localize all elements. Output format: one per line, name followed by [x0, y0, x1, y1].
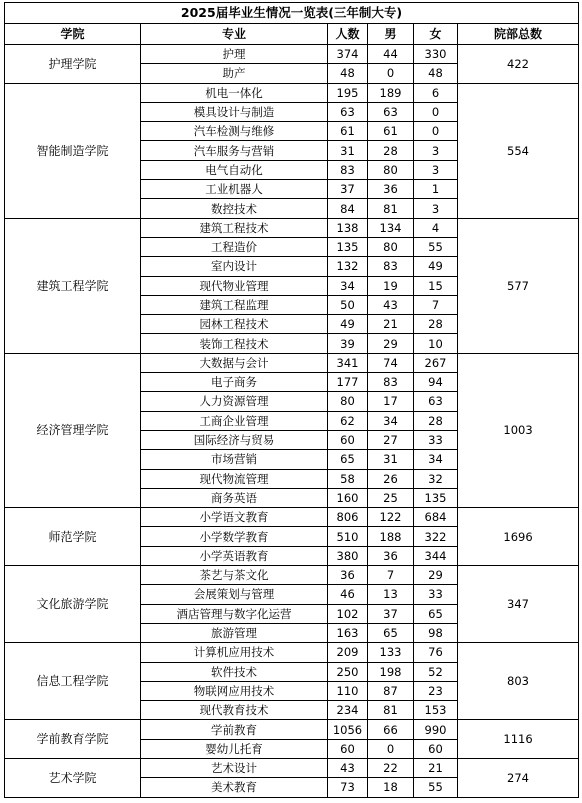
- major-count: 380: [328, 546, 368, 565]
- college-total: 1116: [458, 720, 579, 759]
- college-name: 经济管理学院: [5, 353, 141, 507]
- major-count: 195: [328, 83, 368, 102]
- major-count: 50: [328, 295, 368, 314]
- major-male: 81: [368, 701, 414, 720]
- major-count: 36: [328, 566, 368, 585]
- college-total: 577: [458, 218, 579, 353]
- major-male: 27: [368, 430, 414, 449]
- major-name: 人力资源管理: [141, 392, 328, 411]
- major-female: 29: [414, 566, 458, 585]
- major-male: 63: [368, 102, 414, 121]
- major-male: 18: [368, 778, 414, 797]
- major-count: 250: [328, 662, 368, 681]
- major-name: 茶艺与茶文化: [141, 566, 328, 585]
- college-name: 师范学院: [5, 508, 141, 566]
- major-count: 58: [328, 469, 368, 488]
- college-total: 347: [458, 566, 579, 643]
- college-total: 274: [458, 758, 579, 797]
- major-name: 护理: [141, 45, 328, 64]
- major-name: 电气自动化: [141, 160, 328, 179]
- major-count: 65: [328, 450, 368, 469]
- college-name: 文化旅游学院: [5, 566, 141, 643]
- major-name: 大数据与会计: [141, 353, 328, 372]
- major-male: 61: [368, 122, 414, 141]
- major-male: 13: [368, 585, 414, 604]
- major-female: 55: [414, 778, 458, 797]
- major-count: 806: [328, 508, 368, 527]
- major-female: 0: [414, 102, 458, 121]
- table-row: [5, 45, 579, 64]
- major-count: 48: [328, 64, 368, 83]
- college-total: 1696: [458, 508, 579, 566]
- major-count: 39: [328, 334, 368, 353]
- major-name: 艺术设计: [141, 758, 328, 777]
- major-male: 44: [368, 45, 414, 64]
- major-male: 26: [368, 469, 414, 488]
- college-name: 智能制造学院: [5, 83, 141, 218]
- major-count: 46: [328, 585, 368, 604]
- major-female: 32: [414, 469, 458, 488]
- major-female: 28: [414, 411, 458, 430]
- major-count: 49: [328, 315, 368, 334]
- major-count: 374: [328, 45, 368, 64]
- major-count: 177: [328, 373, 368, 392]
- major-female: 990: [414, 720, 458, 739]
- major-male: 31: [368, 450, 414, 469]
- major-name: 助产: [141, 64, 328, 83]
- major-female: 48: [414, 64, 458, 83]
- major-name: 小学语文教育: [141, 508, 328, 527]
- major-count: 43: [328, 758, 368, 777]
- major-male: 37: [368, 604, 414, 623]
- table-row: [5, 720, 579, 739]
- major-name: 装饰工程技术: [141, 334, 328, 353]
- major-male: 198: [368, 662, 414, 681]
- major-male: 43: [368, 295, 414, 314]
- major-count: 37: [328, 180, 368, 199]
- major-male: 81: [368, 199, 414, 218]
- major-name: 机电一体化: [141, 83, 328, 102]
- major-male: 29: [368, 334, 414, 353]
- major-female: 6: [414, 83, 458, 102]
- college-name: 艺术学院: [5, 758, 141, 797]
- college-name: 信息工程学院: [5, 643, 141, 720]
- major-name: 工程造价: [141, 237, 328, 256]
- major-count: 110: [328, 681, 368, 700]
- major-female: 330: [414, 45, 458, 64]
- major-name: 商务英语: [141, 488, 328, 507]
- major-female: 10: [414, 334, 458, 353]
- major-female: 34: [414, 450, 458, 469]
- major-count: 60: [328, 739, 368, 758]
- major-name: 酒店管理与数字化运营: [141, 604, 328, 623]
- major-name: 小学数学教育: [141, 527, 328, 546]
- major-female: 3: [414, 141, 458, 160]
- major-count: 73: [328, 778, 368, 797]
- major-name: 数控技术: [141, 199, 328, 218]
- table-row: [5, 566, 579, 585]
- major-name: 建筑工程技术: [141, 218, 328, 237]
- major-female: 135: [414, 488, 458, 507]
- major-female: 60: [414, 739, 458, 758]
- major-female: 684: [414, 508, 458, 527]
- college-total: 422: [458, 45, 579, 84]
- major-female: 153: [414, 701, 458, 720]
- major-female: 49: [414, 257, 458, 276]
- major-name: 计算机应用技术: [141, 643, 328, 662]
- major-name: 汽车服务与营销: [141, 141, 328, 160]
- major-female: 3: [414, 199, 458, 218]
- major-count: 80: [328, 392, 368, 411]
- major-name: 电子商务: [141, 373, 328, 392]
- major-male: 17: [368, 392, 414, 411]
- major-female: 98: [414, 623, 458, 642]
- major-count: 510: [328, 527, 368, 546]
- graduate-table-container: [4, 2, 579, 798]
- header-male: 男: [368, 24, 414, 45]
- major-male: 36: [368, 546, 414, 565]
- major-female: 65: [414, 604, 458, 623]
- major-female: 94: [414, 373, 458, 392]
- table-row: [5, 508, 579, 527]
- major-female: 0: [414, 122, 458, 141]
- major-male: 188: [368, 527, 414, 546]
- graduate-summary-table: [4, 2, 579, 798]
- major-name: 现代教育技术: [141, 701, 328, 720]
- major-count: 1056: [328, 720, 368, 739]
- major-female: 55: [414, 237, 458, 256]
- major-count: 138: [328, 218, 368, 237]
- major-male: 25: [368, 488, 414, 507]
- major-name: 物联网应用技术: [141, 681, 328, 700]
- major-count: 209: [328, 643, 368, 662]
- major-male: 87: [368, 681, 414, 700]
- table-row: [5, 758, 579, 777]
- major-male: 36: [368, 180, 414, 199]
- table-row: [5, 83, 579, 102]
- major-female: 21: [414, 758, 458, 777]
- major-male: 74: [368, 353, 414, 372]
- major-count: 135: [328, 237, 368, 256]
- major-male: 134: [368, 218, 414, 237]
- major-female: 267: [414, 353, 458, 372]
- major-count: 34: [328, 276, 368, 295]
- major-male: 28: [368, 141, 414, 160]
- major-name: 工商企业管理: [141, 411, 328, 430]
- major-male: 21: [368, 315, 414, 334]
- college-name: 建筑工程学院: [5, 218, 141, 353]
- table-row: [5, 353, 579, 372]
- major-female: 4: [414, 218, 458, 237]
- major-female: 23: [414, 681, 458, 700]
- college-total: 803: [458, 643, 579, 720]
- major-male: 34: [368, 411, 414, 430]
- major-female: 33: [414, 585, 458, 604]
- header-major: 专业: [141, 24, 328, 45]
- major-male: 189: [368, 83, 414, 102]
- table-body: [5, 45, 579, 798]
- major-male: 22: [368, 758, 414, 777]
- major-male: 65: [368, 623, 414, 642]
- major-count: 341: [328, 353, 368, 372]
- major-female: 7: [414, 295, 458, 314]
- major-name: 模具设计与制造: [141, 102, 328, 121]
- major-female: 15: [414, 276, 458, 295]
- major-male: 66: [368, 720, 414, 739]
- major-count: 102: [328, 604, 368, 623]
- major-female: 3: [414, 160, 458, 179]
- college-total: 554: [458, 83, 579, 218]
- major-count: 160: [328, 488, 368, 507]
- major-count: 62: [328, 411, 368, 430]
- major-count: 84: [328, 199, 368, 218]
- college-name: 护理学院: [5, 45, 141, 84]
- major-name: 会展策划与管理: [141, 585, 328, 604]
- major-male: 0: [368, 64, 414, 83]
- college-name: 学前教育学院: [5, 720, 141, 759]
- major-count: 234: [328, 701, 368, 720]
- table-title: 2025届毕业生情况一览表(三年制大专): [5, 3, 579, 24]
- major-female: 76: [414, 643, 458, 662]
- major-count: 83: [328, 160, 368, 179]
- major-name: 园林工程技术: [141, 315, 328, 334]
- major-name: 学前教育: [141, 720, 328, 739]
- major-female: 322: [414, 527, 458, 546]
- major-name: 现代物流管理: [141, 469, 328, 488]
- major-name: 软件技术: [141, 662, 328, 681]
- major-name: 工业机器人: [141, 180, 328, 199]
- major-male: 80: [368, 237, 414, 256]
- major-count: 63: [328, 102, 368, 121]
- major-male: 0: [368, 739, 414, 758]
- major-male: 83: [368, 373, 414, 392]
- header-female: 女: [414, 24, 458, 45]
- major-name: 室内设计: [141, 257, 328, 276]
- major-female: 52: [414, 662, 458, 681]
- major-name: 国际经济与贸易: [141, 430, 328, 449]
- major-name: 小学英语教育: [141, 546, 328, 565]
- header-college-total: 院部总数: [458, 24, 579, 45]
- major-count: 60: [328, 430, 368, 449]
- college-total: 1003: [458, 353, 579, 507]
- major-female: 1: [414, 180, 458, 199]
- major-male: 122: [368, 508, 414, 527]
- major-count: 163: [328, 623, 368, 642]
- major-female: 344: [414, 546, 458, 565]
- major-name: 现代物业管理: [141, 276, 328, 295]
- major-female: 33: [414, 430, 458, 449]
- major-male: 83: [368, 257, 414, 276]
- table-row: [5, 218, 579, 237]
- title-row: [5, 3, 579, 24]
- major-female: 63: [414, 392, 458, 411]
- major-count: 61: [328, 122, 368, 141]
- major-count: 31: [328, 141, 368, 160]
- major-male: 7: [368, 566, 414, 585]
- header-count: 人数: [328, 24, 368, 45]
- major-name: 建筑工程监理: [141, 295, 328, 314]
- major-male: 19: [368, 276, 414, 295]
- header-college: 学院: [5, 24, 141, 45]
- major-count: 132: [328, 257, 368, 276]
- major-name: 汽车检测与维修: [141, 122, 328, 141]
- major-name: 美术教育: [141, 778, 328, 797]
- header-row: [5, 24, 579, 45]
- major-female: 28: [414, 315, 458, 334]
- major-male: 133: [368, 643, 414, 662]
- major-name: 市场营销: [141, 450, 328, 469]
- table-row: [5, 643, 579, 662]
- major-name: 婴幼儿托育: [141, 739, 328, 758]
- major-name: 旅游管理: [141, 623, 328, 642]
- major-male: 80: [368, 160, 414, 179]
